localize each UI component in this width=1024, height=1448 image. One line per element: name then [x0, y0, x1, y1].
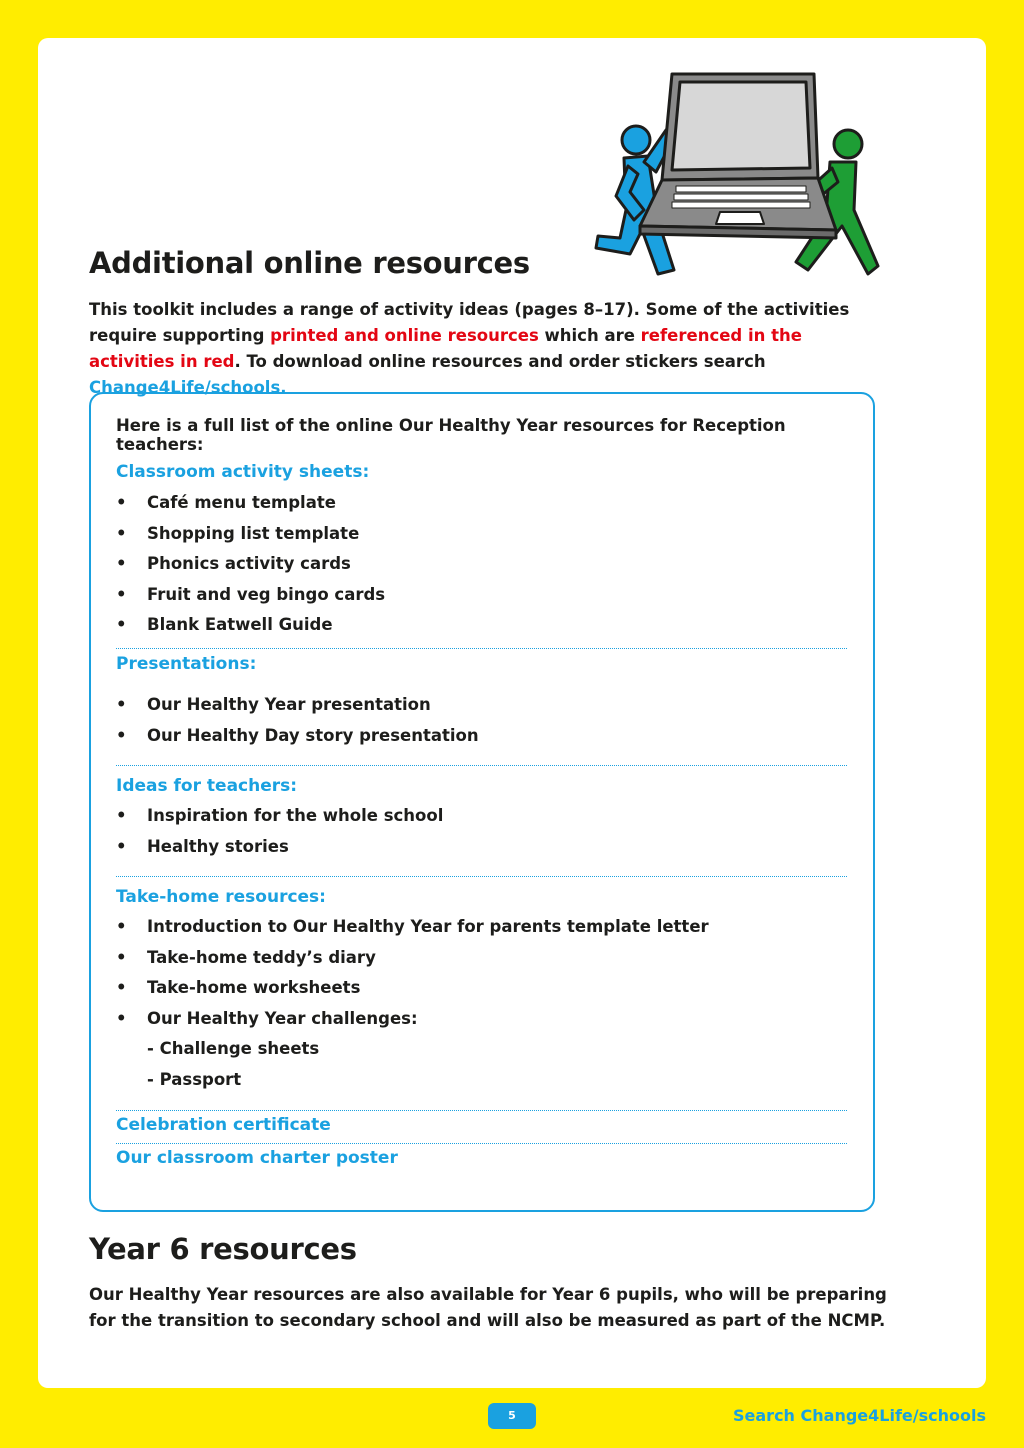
dotted-divider — [116, 1110, 847, 1111]
classroom-heading: Classroom activity sheets: — [116, 462, 370, 482]
list-item[interactable]: • Blank Eatwell Guide — [116, 615, 333, 635]
classroom-list — [116, 488, 385, 641]
resources-list-box — [89, 392, 875, 1212]
classroom-charter-link[interactable]: Our classroom charter poster — [116, 1148, 398, 1168]
list-item[interactable]: • Healthy stories — [116, 836, 289, 856]
sub-list-item[interactable]: - Challenge sheets — [147, 1039, 320, 1059]
page — [38, 38, 986, 1388]
list-item[interactable]: • Inspiration for the whole school — [116, 806, 444, 825]
presentations-list — [116, 690, 479, 751]
ideas-list — [116, 801, 443, 862]
takehome-list — [116, 912, 709, 1096]
presentations-heading: Presentations: — [116, 654, 257, 674]
dotted-divider — [116, 876, 847, 877]
list-item[interactable]: • Café menu template — [116, 493, 336, 512]
dotted-divider — [116, 765, 847, 766]
sub-list-item[interactable]: - Passport — [147, 1069, 242, 1089]
list-item[interactable]: • Our Healthy Year presentation — [116, 695, 431, 714]
list-item[interactable]: • Our Healthy Day story presentation — [116, 725, 479, 745]
red-highlight-resources: printed and online resources — [270, 326, 539, 345]
footer-search-link[interactable]: Search Change4Life/schools — [733, 1406, 986, 1425]
list-item[interactable]: • Take-home worksheets — [116, 978, 361, 998]
list-item[interactable]: • Shopping list template — [116, 523, 360, 543]
intro-text-3: . To download online resources and order stickers search — [234, 352, 766, 371]
list-item[interactable]: • Phonics activity cards — [116, 554, 351, 574]
laptop-carriers-illustration — [586, 70, 882, 278]
celebration-certificate-link[interactable]: Celebration certificate — [116, 1115, 331, 1135]
red-highlight-referenced: referenced in the activities in red — [89, 326, 802, 371]
list-item[interactable]: • Introduction to Our Healthy Year for parents template letter — [116, 917, 709, 936]
list-item[interactable]: • Fruit and veg bingo cards — [116, 584, 386, 604]
page-number-badge: 5 — [488, 1403, 536, 1429]
change4life-link[interactable]: Change4Life/schools. — [89, 378, 287, 397]
ideas-heading: Ideas for teachers: — [116, 776, 298, 796]
list-item[interactable]: • Our Healthy Year challenges: — [116, 1008, 418, 1028]
intro-text-1: This toolkit includes a range of activity ideas (pages 8–17). Some of the activities require supporting — [89, 300, 850, 345]
intro-paragraph — [89, 297, 889, 401]
list-item[interactable]: • Take-home teddy’s diary — [116, 947, 376, 967]
section-title-online-resources: Additional online resources — [89, 246, 530, 280]
laptop-icon — [640, 74, 836, 238]
takehome-heading: Take-home resources: — [116, 887, 326, 907]
dotted-divider — [116, 1143, 847, 1144]
box-intro-text: Here is a full list of the online Our Healthy Year resources for Reception teachers: — [116, 416, 786, 454]
intro-text-2: which are — [538, 326, 641, 345]
section-title-year6: Year 6 resources — [89, 1232, 357, 1266]
year6-paragraph: Our Healthy Year resources are also available for Year 6 pupils, who will be preparing for the transition to secondary school and will also be measured as part of the NCMP. — [89, 1285, 887, 1330]
dotted-divider — [116, 648, 847, 649]
